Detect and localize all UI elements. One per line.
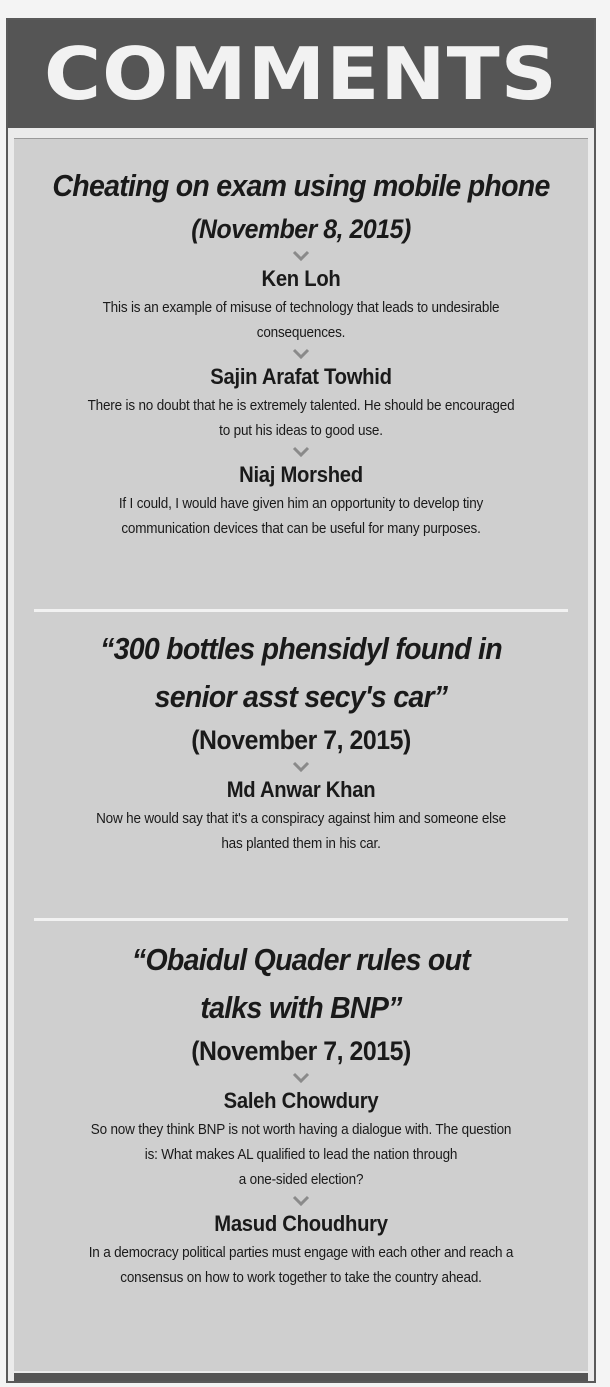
comment-line: In a democracy political parties must engage with each other and reach a	[88, 1244, 514, 1261]
comment-line: consensus on how to work together to take the country ahead.	[120, 1269, 482, 1286]
comment-line: communication devices that can be useful for many purposes.	[121, 520, 481, 537]
comment-line: a one-sided election?	[238, 1171, 364, 1188]
headline-line: Cheating on exam using mobile phone	[52, 168, 550, 203]
article-date: (November 8, 2015)	[191, 214, 411, 244]
comment-line: is: What makes AL qualified to lead the nation through	[144, 1146, 458, 1163]
chevron-down-icon	[291, 249, 311, 263]
comment-text	[61, 806, 542, 856]
chevron-down-icon	[291, 1071, 311, 1085]
comment-text	[61, 491, 542, 541]
comment-line: has planted them in his car.	[221, 835, 381, 852]
article-date: (November 7, 2015)	[191, 725, 411, 755]
commenter-name: Sajin Arafat Towhid	[210, 364, 392, 389]
article-headline	[37, 628, 565, 718]
commenter-name: Ken Loh	[261, 266, 341, 291]
headline-line: “300 bottles phensidyl found in	[100, 631, 502, 666]
comments-panel	[6, 18, 596, 1383]
comment-line: This is an example of misuse of technology that leads to undesirable	[102, 299, 500, 316]
comment-text	[61, 1117, 542, 1192]
comment-line: Now he would say that it's a conspiracy against him and someone else	[96, 810, 506, 827]
headline-line: talks with BNP”	[200, 990, 402, 1025]
article-section-1	[14, 139, 588, 609]
comment-line: to put his ideas to good use.	[219, 422, 383, 439]
article-section-2	[14, 612, 588, 918]
comment-line: consequences.	[256, 324, 346, 341]
comment-text	[61, 295, 542, 345]
comment-line: If I could, I would have given him an opportunity to develop tiny	[118, 495, 484, 512]
comment-line: So now they think BNP is not worth having a dialogue with. The question	[90, 1121, 512, 1138]
commenter-name: Md Anwar Khan	[226, 777, 376, 802]
chevron-down-icon	[291, 1194, 311, 1208]
comments-header	[8, 20, 594, 128]
chevron-down-icon	[291, 760, 311, 774]
headline-line: senior asst secy's car”	[154, 679, 448, 714]
comments-content	[14, 138, 588, 1371]
comment-text	[61, 1240, 542, 1290]
commenter-name: Masud Choudhury	[214, 1211, 388, 1236]
commenter-name: Saleh Chowdury	[223, 1088, 379, 1113]
comments-title: COMMENTS	[44, 32, 558, 116]
footer-bar	[14, 1373, 588, 1381]
comment-text	[61, 393, 542, 443]
commenter-name: Niaj Morshed	[239, 462, 363, 487]
article-date: (November 7, 2015)	[191, 1036, 411, 1066]
article-headline	[37, 165, 565, 207]
comment-line: There is no doubt that he is extremely talented. He should be encouraged	[87, 397, 515, 414]
chevron-down-icon	[291, 347, 311, 361]
headline-line: “Obaidul Quader rules out	[131, 942, 471, 977]
article-headline	[37, 939, 565, 1029]
chevron-down-icon	[291, 445, 311, 459]
article-section-3	[14, 921, 588, 1290]
